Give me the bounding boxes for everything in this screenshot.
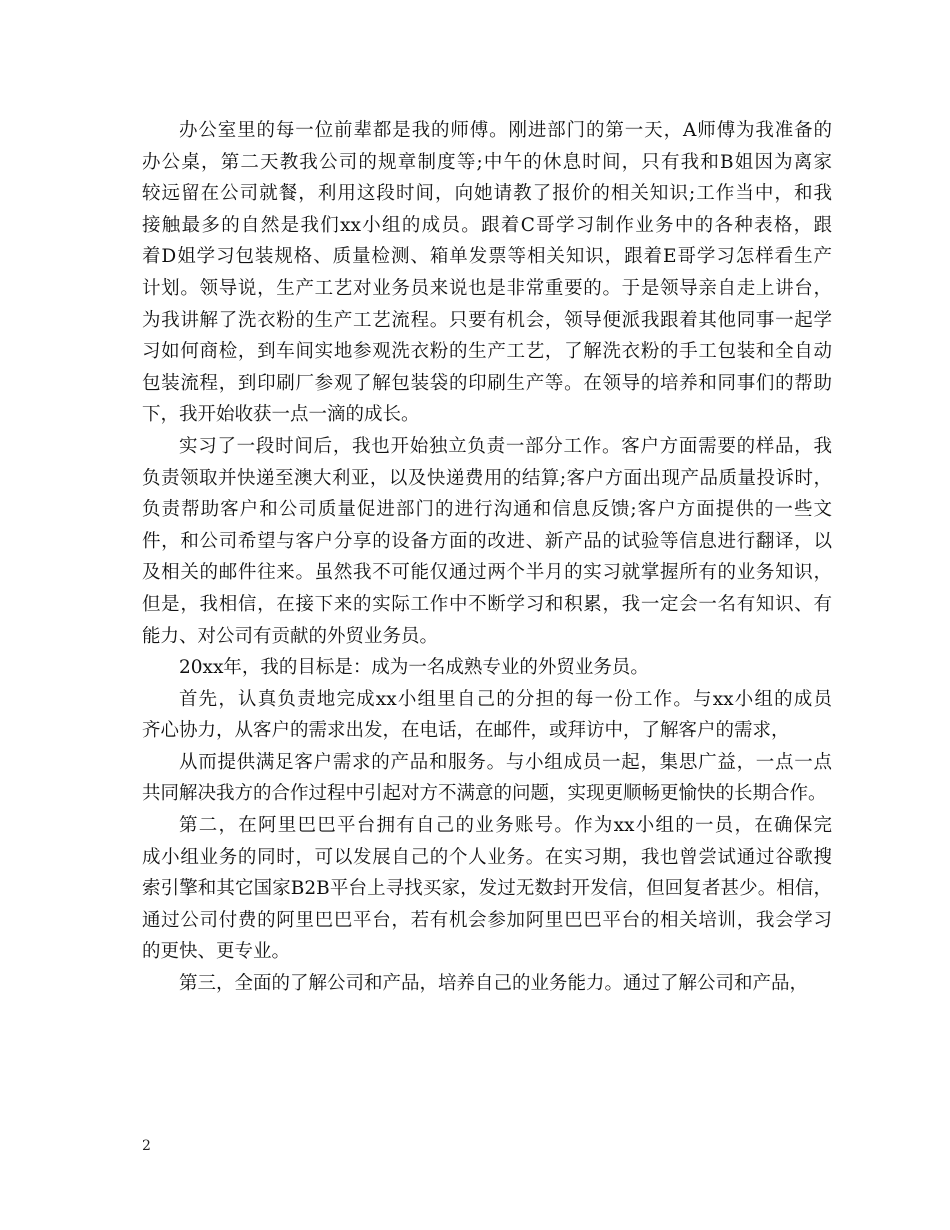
text-line: 20xx年，我的目标是：成为一名成熟专业的外贸业务员。 bbox=[179, 657, 649, 679]
text-line: 为我讲解了洗衣粉的生产工艺流程。只要有机会，领导便派我跟着其他同事一起学 bbox=[142, 309, 832, 331]
text-line: 着D姐学习包装规格、质量检测、箱单发票等相关知识，跟着E哥学习怎样看生产 bbox=[142, 246, 832, 268]
text-line: 件，和公司希望与客户分享的设备方面的改进、新产品的试验等信息进行翻译，以 bbox=[142, 530, 832, 552]
text-line: 首先，认真负责地完成xx小组里自己的分担的每一份工作。与xx小组的成员 bbox=[179, 688, 832, 710]
text-line: 办公室里的每一位前辈都是我的师傅。刚进部门的第一天，A师傅为我准备的 bbox=[179, 120, 832, 141]
text-line: 第二，在阿里巴巴平台拥有自己的业务账号。作为xx小组的一员，在确保完 bbox=[179, 815, 832, 837]
text-line: 包装流程，到印刷厂参观了解包装袋的印刷生产等。在领导的培养和同事们的帮助 bbox=[142, 372, 832, 394]
text-line: 习如何商检，到车间实地参观洗衣粉的生产工艺，了解洗衣粉的手工包装和全自动 bbox=[142, 341, 832, 363]
text-line: 能力、对公司有贡献的外贸业务员。 bbox=[142, 625, 439, 647]
text-line: 第三，全面的了解公司和产品，培养自己的业务能力。通过了解公司和产品， bbox=[179, 973, 809, 995]
text-line: 实习了一段时间后，我也开始独立负责一部分工作。客户方面需要的样品，我 bbox=[179, 435, 832, 457]
text-line: 接触最多的自然是我们xx小组的成员。跟着C哥学习制作业务中的各种表格，跟 bbox=[142, 214, 832, 236]
text-line: 较远留在公司就餐，利用这段时间，向她请教了报价的相关知识;工作当中，和我 bbox=[142, 183, 832, 205]
text-line: 及相关的邮件往来。虽然我不可能仅通过两个半月的实习就掌握所有的业务知识， bbox=[142, 562, 832, 584]
body-text bbox=[142, 115, 832, 1000]
text-line: 通过公司付费的阿里巴巴平台，若有机会参加阿里巴巴平台的相关培训，我会学习 bbox=[142, 909, 832, 931]
text-line: 成小组业务的同时，可以发展自己的个人业务。在实习期，我也曾尝试通过谷歌搜 bbox=[142, 846, 832, 868]
text-line: 但是，我相信，在接下来的实际工作中不断学习和积累，我一定会一名有知识、有 bbox=[142, 593, 832, 615]
text-line: 索引擎和其它国家B2B平台上寻找买家，发过无数封开发信，但回复者甚少。相信， bbox=[142, 878, 832, 900]
text-line: 计划。领导说，生产工艺对业务员来说也是非常重要的。于是领导亲自走上讲台， bbox=[142, 277, 832, 299]
text-line: 共同解决我方的合作过程中引起对方不满意的问题，实现更顺畅更愉快的长期合作。 bbox=[142, 783, 827, 805]
text-line: 办公桌，第二天教我公司的规章制度等;中午的休息时间，只有我和B姐因为离家 bbox=[142, 151, 832, 173]
text-line: 从而提供满足客户需求的产品和服务。与小组成员一起，集思广益，一点一点 bbox=[179, 751, 832, 773]
page-number: 2 bbox=[142, 1138, 151, 1154]
text-line: 负责帮助客户和公司质量促进部门的进行沟通和信息反馈;客户方面提供的一些文 bbox=[142, 499, 832, 521]
text-line: 的更快、更专业。 bbox=[142, 941, 291, 963]
text-line: 齐心协力，从客户的需求出发，在电话，在邮件，或拜访中，了解客户的需求， bbox=[142, 720, 790, 742]
text-line: 负责领取并快递至澳大利亚，以及快递费用的结算;客户方面出现产品质量投诉时， bbox=[142, 467, 832, 489]
text-line: 下，我开始收获一点一滴的成长。 bbox=[142, 404, 420, 426]
